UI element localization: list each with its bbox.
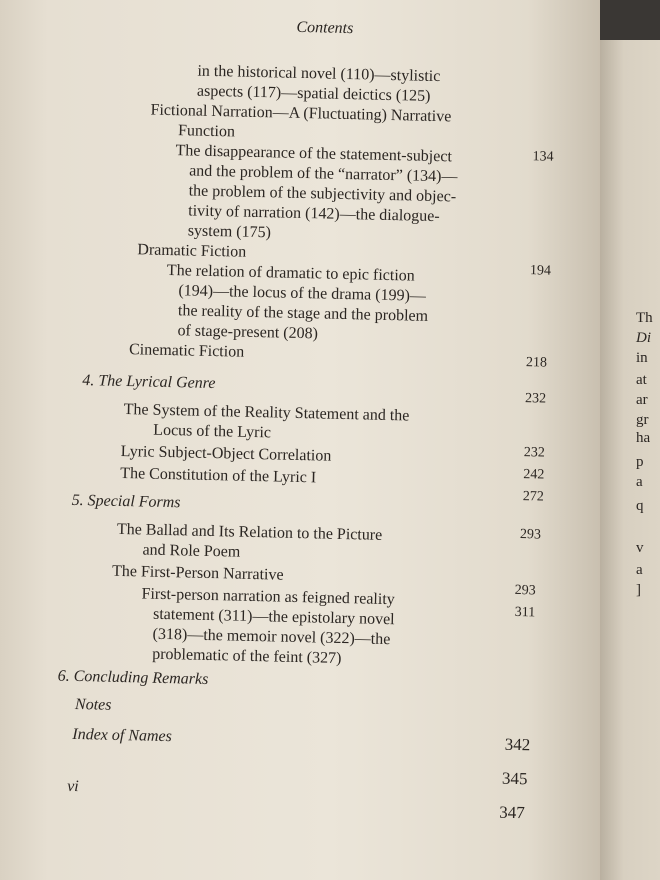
toc-line: Locus of the Lyric (153, 421, 272, 442)
toc-line: The disappearance of the statement-subject (175, 142, 453, 166)
toc-line: of stage-present (208) (177, 322, 319, 343)
toc-line: problematic of the feint (327) (152, 645, 342, 668)
toc-line: and Role Poem (142, 541, 241, 561)
toc-line: aspects (117)—spatial deictics (125) (196, 82, 431, 105)
toc-entry: Cinematic Fiction (128, 341, 245, 361)
toc-line: (318)—the memoir novel (322)—the (152, 625, 391, 649)
toc-entry: Fictional Narration—A (Fluctuating) Narrative (150, 101, 452, 126)
page-number: 293 (519, 527, 542, 543)
toc-entry: The System of the Reality Statement and the (123, 401, 410, 425)
toc-line: the reality of the stage and the problem (177, 302, 429, 325)
page-number: 342 (504, 734, 531, 755)
page-number: 232 (523, 445, 546, 461)
toc-entry: Index of Names (72, 725, 173, 746)
page-number: 218 (525, 355, 548, 371)
chapter-heading: 4. The Lyrical Genre (82, 372, 216, 393)
toc-line: (194)—the locus of the drama (199)— (178, 282, 427, 305)
page-number: 345 (501, 768, 528, 789)
toc-entry: The First-Person Narrative (111, 562, 284, 584)
facing-page (600, 40, 660, 880)
page-number: 293 (514, 582, 536, 599)
toc-entry: Notes (74, 695, 112, 714)
page-number: 232 (524, 391, 547, 407)
toc-line: system (175) (187, 222, 272, 242)
page-number: 311 (514, 604, 536, 621)
toc-line: in the historical novel (110)—stylistic (197, 62, 441, 86)
toc-entry: The Constitution of the Lyric I (120, 464, 317, 487)
chapter-heading: 5. Special Forms (71, 491, 181, 512)
page-number: 242 (523, 467, 545, 483)
toc-line: First-person narration as feigned reality (141, 585, 395, 609)
page-number: 347 (498, 802, 525, 823)
toc-line: tivity of narration (142)—the dialogue- (188, 202, 440, 226)
toc-entry: Lyric Subject-Object Correlation (120, 442, 332, 465)
toc-line: The relation of dramatic to epic fiction (166, 261, 415, 285)
toc-line: statement (311)—the epistolary novel (152, 605, 395, 629)
toc-entry: The Ballad and Its Relation to the Picture (116, 520, 383, 544)
chapter-heading: 6. Concluding Remarks (57, 667, 209, 688)
page-number: 134 (532, 149, 554, 165)
toc-line: and the problem of the “narrator” (134)— (188, 162, 458, 186)
page-number: 272 (522, 489, 545, 505)
folio: vi (66, 777, 79, 796)
toc-line: Function (177, 122, 236, 141)
toc-entry: Dramatic Fiction (137, 241, 247, 261)
page-number: 194 (529, 263, 552, 279)
toc-line: the problem of the subjectivity and objec- (188, 182, 457, 206)
page-title: Contents (296, 18, 354, 38)
